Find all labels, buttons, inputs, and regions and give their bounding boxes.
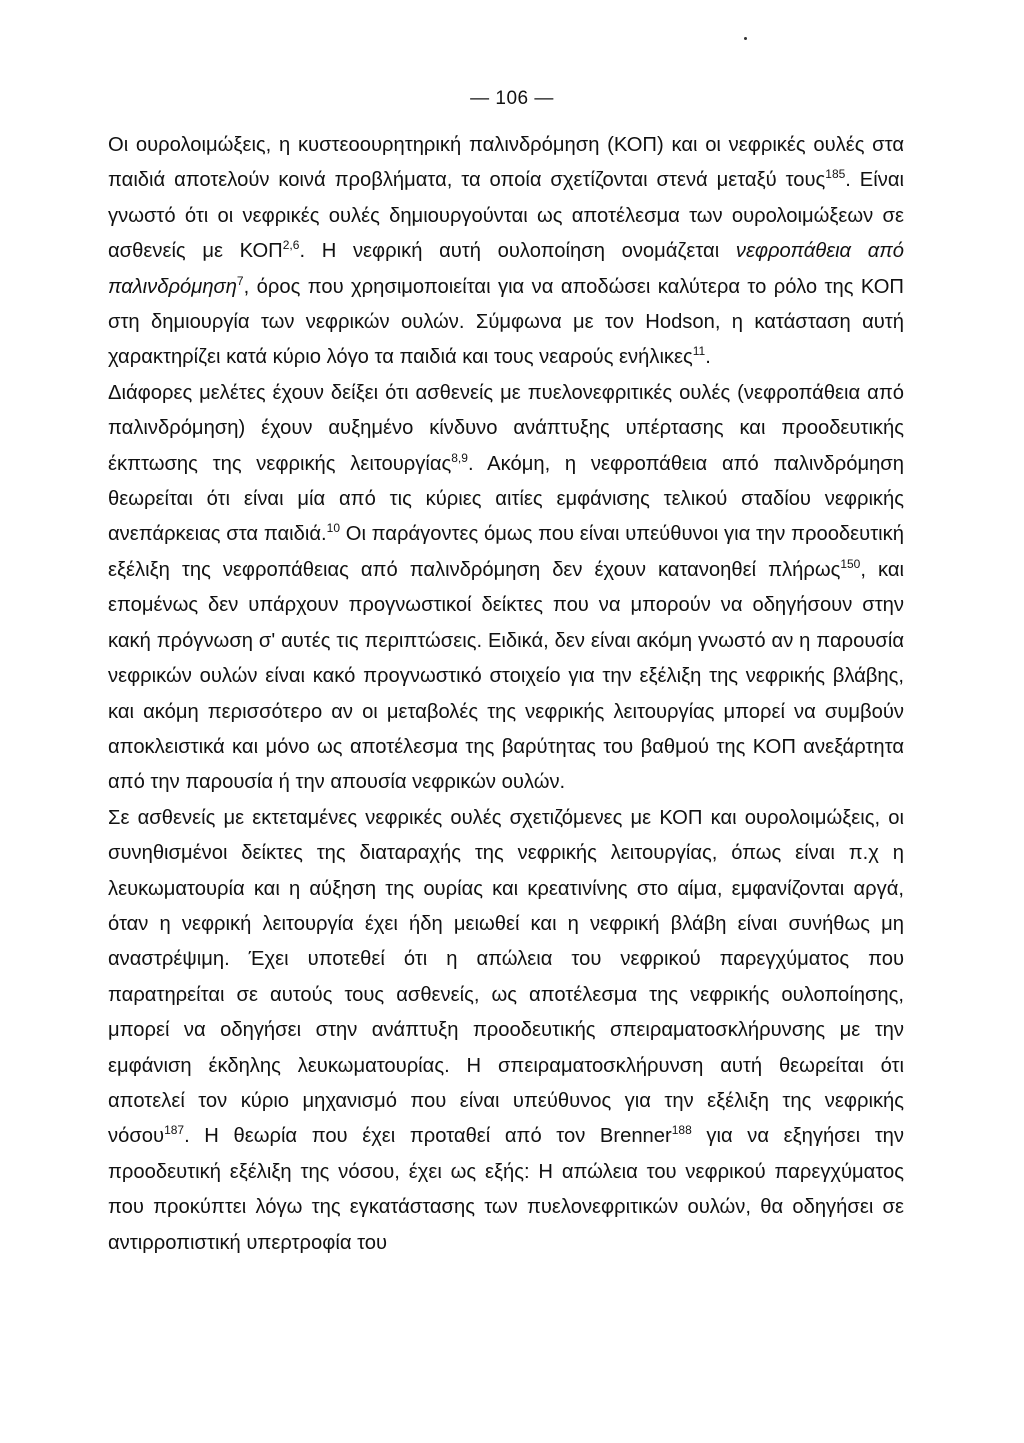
text-run: Σε ασθενείς με εκτεταμένες νεφρικές ουλές σχετιζόμενες με ΚΟΠ και ουρολοιμώξεις, οι συνηθισμένοι δείκτες της διαταραχής της νεφρικής λειτουργίας, όπως είναι π.χ η λευκωματουρία και η αύξηση της ουρίας και κρεατινίνης στο αίμα, εμφανίζονται αργά, όταν η νεφρική λειτουργία έχει ήδη μειωθεί και η νεφρική βλάβη είναι συνήθως μη αναστρέψιμη. Έχει υποτεθεί ότι η απώλεια του νεφρικού παρεγχύματος που παρατηρείται σε αυτούς τους ασθενείς, ως αποτέλεσμα της νεφρικής ουλοποίησης, μπορεί να οδηγήσει στην ανάπτυξη προοδευτικής σπειραματοσκλήρυνσης με την εμφάνιση έκδηλης λευκωματουρίας. Η σπειραματοσκλήρυνση αυτή θεωρείται ότι αποτελεί τον κύριο μηχανισμό που είναι υπεύθυνος για την εξέλιξη της νεφρικής νόσου [108, 806, 904, 1148]
text-run: , και επομένως δεν υπάρχουν προγνωστικοί δείκτες που να μπορούν να οδηγήσουν στην κακή πρόγνωση σ' αυτές τις περιπτώσεις. Ειδικά, δεν είναι ακόμη γνωστό αν η παρουσία νεφρικών ουλών είναι κακό προγνωστικό στοιχείο για την εξέλιξη της νεφρικής βλάβης, και ακόμη περισσότερο αν οι μεταβολές της νεφρικής λειτουργίας μπορεί να συμβούν αποκλειστικά και μόνο ως αποτέλεσμα της βαρύτητας του βαθμού της ΚΟΠ ανεξάρτητα από την παρουσία ή την απουσία νεφρικών ουλών. [108, 558, 904, 794]
text-run: . Η θεωρία που έχει προταθεί από τον Brenner [184, 1125, 672, 1148]
text-run: Οι παράγοντες όμως που είναι υπεύθυνοι για την προοδευτική εξέλιξη της νεφροπάθειας από παλινδρόμηση δεν έχουν κατανοηθεί πλήρως [108, 523, 904, 581]
paragraph [108, 128, 904, 376]
citation-superscript: 10 [326, 521, 340, 536]
text-run: Οι ουρολοιμώξεις, η κυστεοουρητηρική παλινδρόμηση (ΚΟΠ) και οι νεφρικές ουλές στα παιδιά αποτελούν κοινά προβλήματα, τα οποία σχετίζονται στενά μεταξύ τους [108, 134, 904, 192]
text-run: . Η νεφρική αυτή ουλοποίηση ονομάζεται [299, 240, 736, 263]
text-run: . [705, 346, 711, 369]
body-text [108, 128, 904, 1261]
scan-speck [744, 37, 747, 40]
text-run: Διάφορες μελέτες έχουν δείξει ότι ασθενείς με πυελονεφριτικές ουλές (νεφροπάθεια από παλινδρόμηση) έχουν αυξημένο κίνδυνο ανάπτυξης υπέρτασης και προοδευτικής έκπτωσης της νεφρικής λειτουργίας [108, 381, 904, 475]
page-number-value: 106 [495, 88, 529, 109]
paragraph [108, 376, 904, 801]
text-run: , όρος που χρησιμοποιείται για να αποδώσει καλύτερα το ρόλο της ΚΟΠ στη δημιουργία των νεφρικών ουλών. Σύμφωνα με τον Hodson, η κατάσταση αυτή χαρακτηρίζει κατά κύριο λόγο τα παιδιά και τους νεαρούς ενήλικες [108, 275, 904, 369]
italic-term: νεφροπάθεια από παλινδρόμηση [108, 240, 904, 298]
citation-superscript: 2,6 [282, 238, 300, 253]
citation-superscript: 185 [825, 167, 846, 182]
citation-superscript: 188 [671, 1123, 692, 1138]
text-run: . Ακόμη, η νεφροπάθεια από παλινδρόμηση θεωρείται ότι είναι μία από τις κύριες αιτίες εμφάνισης τελικού σταδίου νεφρικής ανεπάρκειας στα παιδιά. [108, 452, 904, 546]
text-run: για να εξηγήσει την προοδευτική εξέλιξη της νόσου, έχει ως εξής: Η απώλεια του νεφρικού παρεγχύματος που προκύπτει λόγω της εγκατάστασης των πυελονεφριτικών ουλών, θα οδηγήσει σε αντιρροπιστική υπερτροφία του [108, 1125, 904, 1254]
citation-superscript: 7 [236, 273, 244, 288]
citation-superscript: 150 [840, 556, 861, 571]
page-number: — 106 — [470, 88, 554, 109]
paragraph [108, 801, 904, 1261]
citation-superscript: 187 [164, 1123, 185, 1138]
citation-superscript: 8,9 [451, 450, 468, 465]
citation-superscript: 11 [692, 344, 706, 359]
text-run: . Είναι γνωστό ότι οι νεφρικές ουλές δημιουργούνται ως αποτέλεσμα των ουρολοιμώξεων σε ασθενείς με ΚΟΠ [108, 169, 904, 263]
